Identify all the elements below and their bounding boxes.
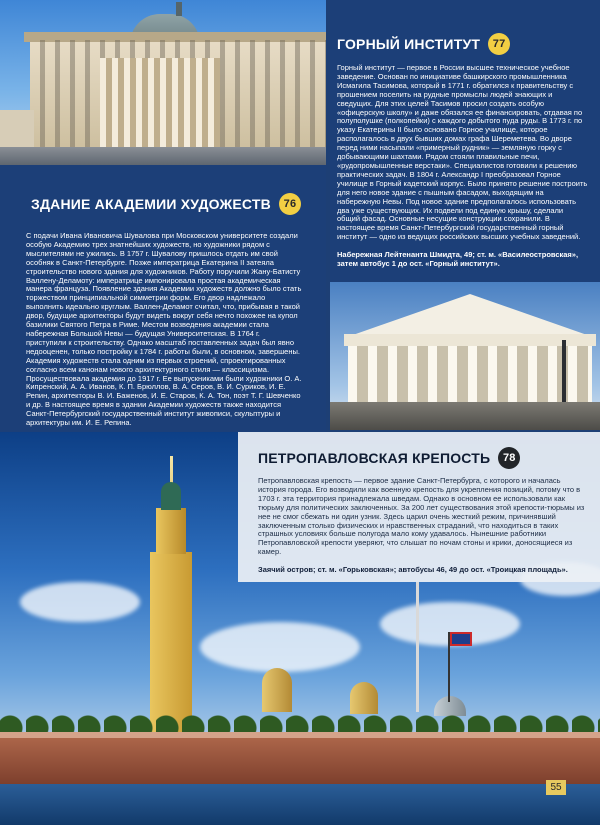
- academy-heading: [31, 193, 302, 215]
- academy-spire: [176, 2, 182, 16]
- mining-entablature: [344, 334, 596, 346]
- fortress-title: ПЕТРОПАВЛОВСКАЯ КРЕПОСТЬ: [258, 450, 491, 466]
- page-number: 55: [546, 780, 566, 795]
- mining-pediment: [350, 294, 590, 336]
- mining-colonnade: [348, 346, 592, 404]
- tv-tower: [416, 582, 419, 712]
- bell-tower-cap: [161, 482, 181, 510]
- academy-section: [0, 165, 326, 432]
- fortress-address: Заячий остров; ст. м. «Горьковская»; автобусы 46, 49 до ост. «Троицкая площадь».: [258, 565, 568, 575]
- cloud: [20, 582, 140, 622]
- academy-photo: [0, 0, 326, 165]
- mining-embankment: [330, 402, 600, 430]
- fortress-number-badge: 78: [498, 447, 520, 469]
- academy-body: С подачи Ивана Ивановича Шувалова при Московском университете создали особую Академию трех знатнейших художеств, но художники рядом с мыслителями не ужились. В 1757 г. Шувалову пришлось отдать им свой особняк в Санкт-Петербурге. Позже императрица Екатерина II затеяла строительство нового здания для художников. Работу поручили Жану-Батисту Валлену-Деламоту: императрице импонировала простая академическая манера француза. Появление здания Академии художеств должно было стать торжеством принципиальной симметрии форм. Его двор надлежало выполнить идеально круглым. Валлен-Деламот считал, что, прибывая в такой двор, будущие архитекторы будут видеть вокруг себя нечто похожее на купол базилики Святого Петра в Риме. Местом возведения академии стала набережная Большой Невы — будущая Университетская. В 1764 г. приступили к строительству. Однако масштаб поставленных задач был явно недооценен, только постройку к 1784 г. работы были, в основном, завершены. Академия художеств стала одним из первых строений, спроектированных согласно всем канонам нового архитектурного стиля — классицизма. Просуществовала академия до 1917 г. Ее выпускниками были художники О. А. Кипренский, А. А. Иванов, К. П. Брюллов, В. А. Серов, В. И. Суриков, И. Е. Репин, архитекторы В. И. Баженов, И. Е. Старов, К. А. Тон, поэт Т. Г. Шевченко и др. В настоящее время в здании Академии художеств также находится Санкт-Петербургский государственный институт живописи, скульптуры и архитектуры им. И. Е. Репина.: [26, 231, 302, 428]
- river-neva: [0, 784, 600, 825]
- bell-tower-tier: [156, 508, 186, 554]
- mining-number-badge: 77: [488, 33, 510, 55]
- academy-side-building: [0, 110, 34, 150]
- mining-photo: [330, 282, 600, 430]
- academy-number-badge: 76: [279, 193, 301, 215]
- mining-address: Набережная Лейтенанта Шмидта, 49; ст. м. «Василеостровская», затем автобус 1 до ост. «Горный институт».: [337, 250, 579, 269]
- wall-band: [0, 732, 600, 738]
- fortress-wall: [0, 732, 600, 786]
- fortress-body: Петропавловская крепость — первое здание Санкт-Петербурга, с которого и началась история города. Его возводили как военную крепость для укрепления позиций, потому что в 1703 г. эта территория принадлежала шведам. Однако в основном ее использовали как тюрьму для политических заключенных. За 200 лет существования этой крепости-тюрьмы из нее не смог сбежать ни один узник. Здесь царил очень жесткий режим, причинявший заключенным столько физических и нравственных страданий, что находиться в таких страшных условиях больше полугода мало кому удавалось. Нынешние работники Петропавловской крепости уверяют, что слышат по ночам стоны и крики, доносящиеся из камер.: [258, 476, 585, 557]
- cloud: [200, 622, 360, 672]
- mining-body: Горный институт — первое в России высшее техническое учебное заведение. Основан по инициативе башкирского промышленника Исмагила Тасимова, который в 1771 г. обратился к правительству с прошением поселить на рудные промыслы людей знающих и сведущих. Для этих целей Тасимов просил создать особую «офицерскую школу» и даже обязался ее финансировать, отдавая по полуполушке (полкопейки) с каждого добытого пуда руды. В 1773 г. по указу Екатерины II было основано Горное училище, которое располагалось в двух бывших домах графа Шереметева. Во дворе перед ними насыпали «примерный рудник» — земляную горку с добывающими шахтами. Рядом стояли плавильные печи, «рудопромышленные верстаки». Специалистов готовили к решению практических задач. В 1804 г. Александр I преобразовал Горное училище в Горный кадетский корпус. Было принято решение построить для него новое здание с пышным фасадом, выходящим на набережную Невы. Под новое здание предполагалось использовать два уже существующих. Их подвели под единую крышу, сделали общий фасад. Основные несущие конструкции сохранили. В настоящее время Санкт-Петербургский государственный горный институт — одно из ведущих российских высших учебных заведений.: [337, 63, 588, 242]
- mining-title: ГОРНЫЙ ИНСТИТУТ: [337, 36, 481, 52]
- mining-heading: [337, 33, 588, 55]
- flag: [450, 632, 472, 646]
- academy-title: ЗДАНИЕ АКАДЕМИИ ХУДОЖЕСТВ: [31, 196, 271, 212]
- academy-embankment: [0, 147, 326, 165]
- academy-colonnade: [100, 58, 220, 150]
- mining-section: [330, 0, 600, 282]
- golden-dome: [262, 668, 292, 712]
- fortress-heading: [258, 447, 586, 469]
- fortress-section: [238, 432, 600, 582]
